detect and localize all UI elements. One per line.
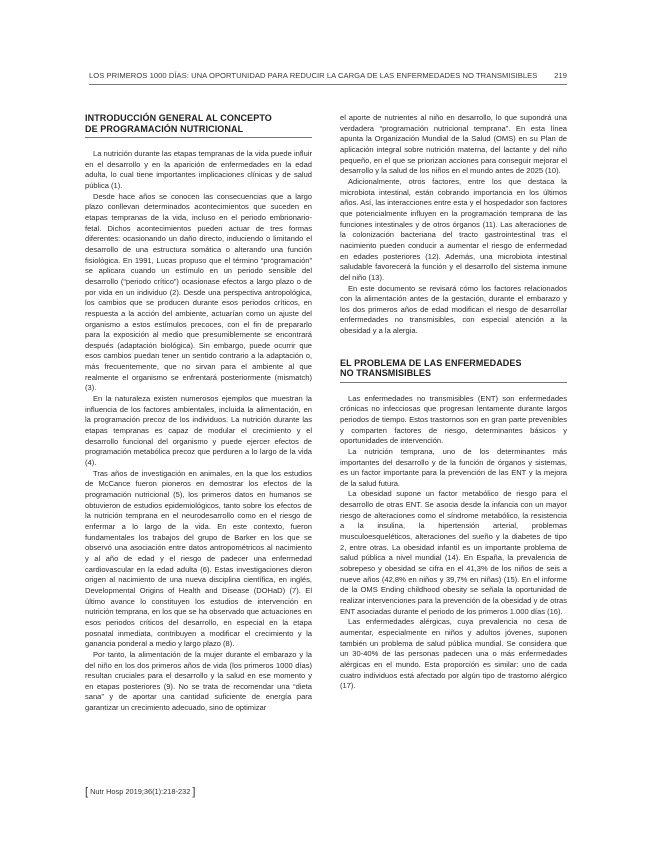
section-title-line: INTRODUCCIÓN GENERAL AL CONCEPTO [85, 113, 272, 123]
body-paragraph: Las enfermedades no transmisibles (ENT) son enfermedades crónicas no infecciosas que progresan lentamente durante largos periodos de tiempo. Estos trastornos son en gran parte prevenibles y comparten factores de riesgo, determinantes básicos y oportunidades de intervención. [340, 393, 567, 446]
citation-text: Nutr Hosp 2019;36(1):218-232 [90, 787, 191, 796]
body-paragraph: La obesidad supone un factor metabólico de riesgo para el desarrollo de otras ENT. Se asocia desde la infancia con un mayor riesgo de alteraciones como el síndrome metabólico, la resistencia a la insulina, la hipertensión arterial, problemas musculoesqueléticos, alteraciones del sueño y la diabetes de tipo 2, entre otras. La obesidad infantil es un importante problema de salud pública a nivel mundial (14). En España, la prevalencia de sobrepeso y obesidad se cifra en el 41,3% de los niños de seis a nueve años (42,8% en niños y 39,7% en niñas) (15). En el informe de la OMS Ending childhood obesity se señala la oportunidad de realizar intervenciones para la prevención de la obesidad y de otras ENT asociadas durante el periodo de los primeros 1.000 días (16). [340, 489, 567, 616]
body-paragraph: La nutrición durante las etapas tempranas de la vida puede influir en el desarrollo y en la aparición de enfermedades en la edad adulta, lo cual tiene importantes implicaciones clínicas y de salud pública (1). [85, 149, 312, 190]
body-paragraph: Las enfermedades alérgicas, cuya prevalencia no cesa de aumentar, especialmente en niños y adultos jóvenes, suponen también un problema de salud pública mundial. Se considera que un 30-40% de las personas padecen una o más enfermedades alérgicas en el mundo. Esta proporción es similar: uno de cada cuatro individuos está afectado por algún tipo de trastorno alérgico (17). [340, 617, 567, 691]
body-paragraph: Adicionalmente, otros factores, entre los que destaca la microbiota intestinal, están cobrando importancia en los últimos años. Así, las interacciones entre esta y el hospedador son factores que potencialmente influyen en la programación temprana de las funciones intestinales y de otros órganos (11). Las alteraciones de la colonización bacteriana del tracto gastrointestinal tras el nacimiento pueden conducir a aumentar el riesgo de enfermedad en edades posteriores (12). Además, una microbiota intestinal saludable favorecerá la función y el desarrollo del sistema inmune del niño (13). [340, 176, 567, 282]
citation-bracket-open: [ [85, 786, 89, 798]
section-title-introduction [85, 113, 312, 134]
section-title-line: DE PROGRAMACIÓN NUTRICIONAL [85, 123, 244, 134]
header-rule [89, 84, 567, 85]
section-rule [85, 137, 312, 138]
journal-citation [85, 786, 195, 798]
section-rule [340, 382, 567, 383]
page-number: 219 [554, 71, 567, 80]
body-paragraph: Tras años de investigación en animales, en la que los estudios de McCance fueron pioneros en demostrar los efectos de la programación nutricional (5), los primeros datos en humanos se obtuvieron de estudios epidemiológicos, tanto sobre los efectos de la nutrición temprana en el neurodesarrollo como en el riesgo de enfermar a lo largo de la vida. En este contexto, fueron fundamentales los trabajos del grupo de Barker en los que se observó una asociación entre datos antropométricos al nacimiento y al año de edad y el riesgo de padecer una enfermedad cardiovascular en la edad adulta (6). Estas investigaciones dieron origen al nacimiento de una nueva disciplina científica, en inglés, Developmental Origins of Health and Disease (DOHaD) (7). El último avance lo constituyen los estudios de intervención en nutrición temprana, en los que se ha observado que actuaciones en esos periodos críticos del desarrollo, en especial en la etapa posnatal inmediata, contribuyen a modificar el crecimiento y la ganancia ponderal a medio y largo plazo (8). [85, 468, 312, 649]
running-title: LOS PRIMEROS 1000 DÍAS: UNA OPORTUNIDAD PARA REDUCIR LA CARGA DE LAS ENFERMEDADES NO TRANSMISIBLES [89, 71, 538, 80]
section-title-line: NO TRANSMISIBLES [340, 368, 432, 379]
section-title-ent [340, 358, 567, 379]
section-title-line: EL PROBLEMA DE LAS ENFERMEDADES [340, 357, 522, 368]
body-paragraph: el aporte de nutrientes al niño en desarrollo, lo que supondrá una verdadera “programación nutricional temprana”. En esta línea apunta la Organización Mundial de la Salud (OMS) en su Plan de aplicación integral sobre nutrición materna, del lactante y del niño pequeño, en el que se priorizan acciones para conseguir mejorar el desarrollo y la salud de los niños en el mundo antes de 2025 (10). [340, 113, 567, 176]
left-column [85, 113, 312, 714]
body-paragraph: En la naturaleza existen numerosos ejemplos que muestran la influencia de los factores ambientales, incluida la alimentación, en la programación precoz de los individuos. La nutrición durante las etapas tempranas es capaz de modular el crecimiento y el desarrollo funcional del organismo y puede ejercer efectos de programación metabólica precoz que perduren a lo largo de la vida (4). [85, 394, 312, 468]
body-paragraph: Desde hace años se conocen las consecuencias que a largo plazo conllevan determinados acontecimientos que suceden en etapas tempranas de la vida, incluso en el periodo embrionario-fetal. Dichos acontecimientos pueden actuar de tres formas diferentes: ocasionando un daño directo, induciendo o limitando el desarrollo de una estructura somática o alterando una función fisiológica. En 1991, Lucas propuso que el término “programación” se aplicara cuando un estímulo en un periodo sensible del desarrollo (“periodo crítico”) ocasionase efectos a largo plazo o de por vida en un individuo (2). Desde una perspectiva antropológica, los cambios que se producen durante esos periodos críticos, en respuesta a la acción del ambiente, actuarían como un ajuste del organismo a estos estímulos precoces, con el fin de prepararlo para la exposición al medio que presumiblemente se encontrará después (adaptación biológica). Sin embargo, puede ocurrir que esos cambios puedan tener un sentido contrario a la adaptación o, más frecuentemente, que no sirvan para el ambiente al que realmente el organismo se enfrentará posteriormente (mismatch) (3). [85, 191, 312, 393]
body-paragraph: Por tanto, la alimentación de la mujer durante el embarazo y la del niño en los dos primeros años de vida (los primeros 1000 días) resultan cruciales para el desarrollo y la salud en ese momento y en etapas posteriores (9). No se trata de recomendar una “dieta sana” y de aportar una cantidad suficiente de energía para garantizar un crecimiento adecuado, sino de optimizar [85, 649, 312, 713]
body-paragraph: La nutrición temprana, uno de los determinantes más importantes del desarrollo y de la función de órganos y sistemas, es un factor importante para la prevención de las ENT y la mejora de la salud futura. [340, 446, 567, 488]
body-paragraph: En este documento se revisará cómo los factores relacionados con la alimentación antes de la gestación, durante el embarazo y los dos primeros años de edad modifican el riesgo de desarrollar enfermedades no transmisibles, con especial atención a la obesidad y a la alergia. [340, 283, 567, 336]
citation-bracket-close: ] [192, 786, 196, 798]
right-column [340, 113, 567, 692]
